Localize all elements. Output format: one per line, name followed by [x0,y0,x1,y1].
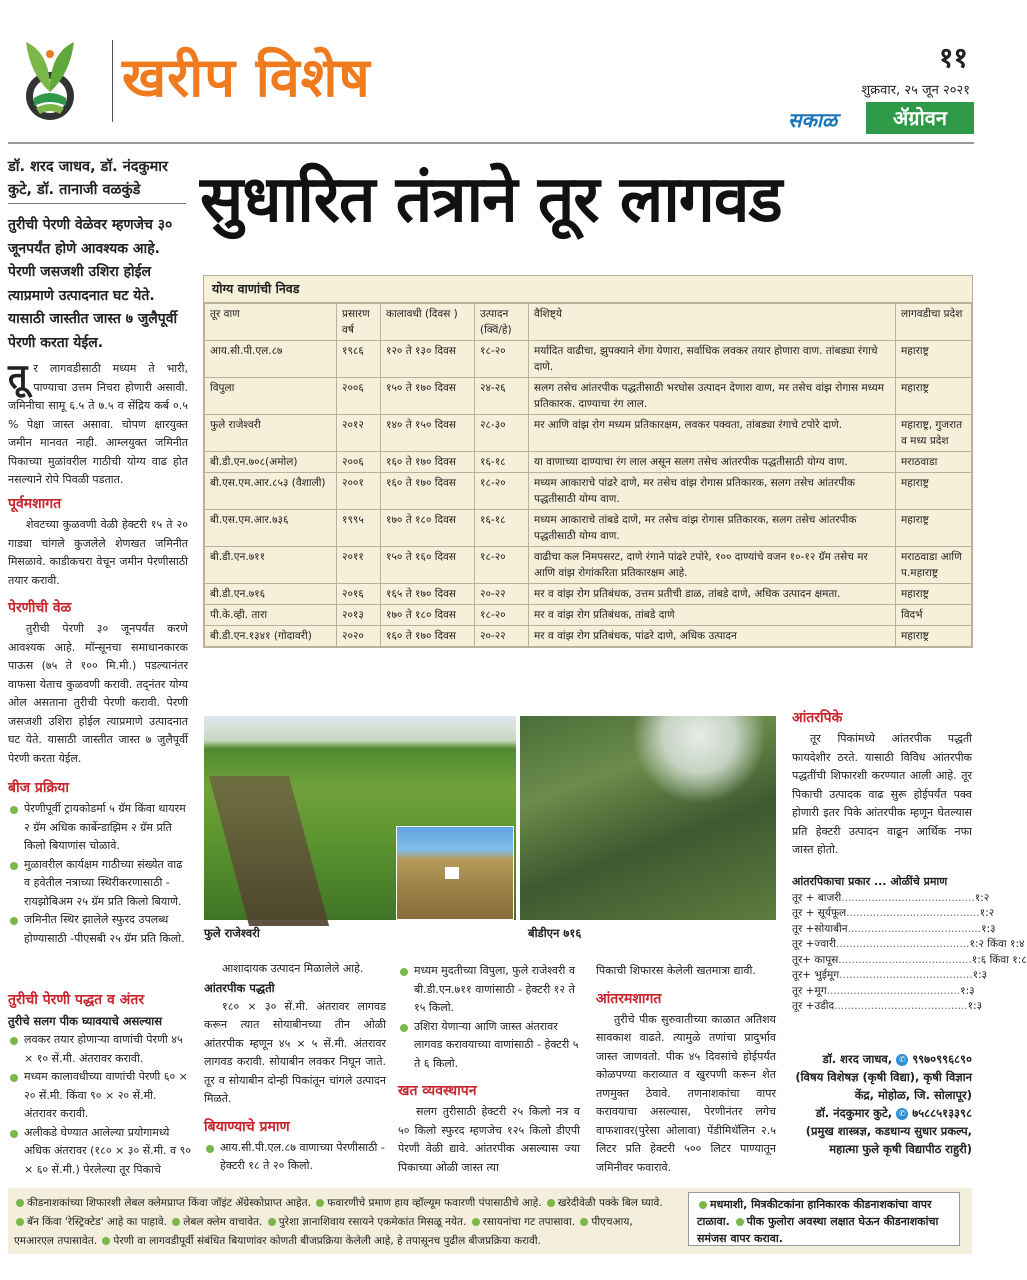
table-cell: वाढीचा कल निमपसरट, दाणे रंगाने पांढरे टपोरे, १०० दाण्यांचे वजन १०-१२ ग्रॅम तसेच मर आणि वांझ रोगांकरिता प्रतिकारक्षम आहे. [529,547,896,584]
photo-inset [396,826,514,920]
bullet-icon [699,1201,707,1209]
table-cell: मराठवाडा आणि प.महाराष्ट्र [896,547,972,584]
section-antarpike [792,708,1027,1015]
crop-combination: तूर +ज्वारी [792,938,836,950]
table-cell: बी.डी.एन.७११ [205,547,337,584]
table-cell: मर व वांझ रोग प्रतिबंधक, तांबडे दाणे [529,605,896,626]
table-cell: मर व वांझ रोग प्रतिबंधक, पांढरे दाणे, अधिक उत्पादन [529,626,896,647]
table-cell: २०-२२ [475,626,529,647]
column-middle-2 [398,962,580,1177]
headline: सुधारित तंत्राने तूर लागवड [200,163,782,237]
lead-text: र लागवडीसाठी मध्यम ते भारी, पाण्याचा उत्तम निचरा होणारी असावी. जमिनीचा सामू ६.५ ते ७.५ व सेंद्रिय कर्ब ०.५ % पेक्षा जास्त असावा. चोपण क्षारयुक्त जमीन मानवत नाही. आम्लयुक्त जमिनीत पिकाच्या मुळांवरील गाठीची योग्य वाढ होत नसल्याने रोपे पिवळी पडतात. [8,362,188,486]
section-text: १८० × ३० सें.मी. अंतरावर लागवड करून त्यात सोयाबीनच्या तीन ओळी आंतरपीक म्हणून ४५ × ५ सें.मी. अंतरावर लागवड करावी. सोयाबीन लवकर निघून जाते. तूर व सोयाबीन दोन्ही पिकांतून चांगले उत्पादन मिळते. [204,999,386,1105]
row-ratio: १:६ किंवा १:८ [971,953,1027,966]
dot-leader: ........................................ [834,1000,968,1012]
tip-item: खरेदीवेळी पक्के बिल घ्यावे. [557,1197,663,1209]
table-cell: १४० ते १५० दिवस [381,415,475,452]
section-heading: पूर्वमशागत [8,496,62,512]
row-ratio: १:२ [974,891,990,904]
table-cell: २०११ [337,547,381,584]
drop-cap: तू [8,357,28,397]
list-item: उशिरा येणाऱ्या आणि जास्त अंतरावर लागवड करावयाच्या वाणांसाठी - हेक्टरी ५ ते ६ किलो. [398,1018,580,1074]
table-cell: १८-२० [475,605,529,626]
table-cell: मध्यम आकाराचे तांबडे दाणे, मर तसेच वांझ रोगास प्रतिकारक, सलग तसेच आंतरपीक पद्धतीसाठी योग्य वाण. [529,510,896,547]
table-row [205,378,972,415]
table-cell: २०२० [337,626,381,647]
table-cell: फुले राजेश्वरी [205,415,337,452]
ratio-row [792,999,983,1015]
table-cell: बी.डी.एन.७१६ [205,584,337,605]
crop-combination: तूर +मूग [792,984,827,997]
list-item: लवकर तयार होणाऱ्या वाणांची पेरणी ४५ × १० सें.मी. अंतरावर करावी. [8,1031,192,1068]
page-number: ११ [938,41,968,74]
crop-combination: तूर+ कापूस [792,953,839,966]
list-item: आय.सी.पी.एल.८७ वाणाच्या पेरणीसाठी - हेक्टरी १८ ते २० किलो. [204,1139,386,1176]
bullet-icon [268,1218,276,1226]
table-cell: या वाणाच्या दाण्याचा रंग लाल असून सलग तसेच आंतरपीक पद्धतीसाठी योग्य वाण. [529,452,896,473]
table-cell: बी.एस.एम.आर.८५३ (वैशाली) [205,473,337,510]
dot-leader: ........................................ [846,907,980,919]
dot-leader: ........................................ [841,891,975,904]
column-header: कालावधी (दिवस ) [381,304,475,341]
section-text: तुरीचे पीक सुरुवातीच्या काळात अतिशय सावकाश वाढते. त्यामुळे तणांचा प्रादुर्भाव जास्त जाणवतो. पीक ४५ दिवसांचे होईपर्यंत कोळपण्या कराव्यात व खुरपणी करून शेत तणमुक्त ठेवावे. तणनाशकांचा वापर करावयाचा असल्यास, पेरणीनंतर लगेच वाफशावर(पुरेसा ओलावा) पेंडीमिथॅलिन २.५ लिटर प्रति हेक्टरी ५०० लिटर पाण्यातून जमिनीवर फवारावे. [596,1012,776,1174]
crop-combination: तूर +उडीद [792,1000,835,1012]
section-subheading: आंतरपीक पद्धती [204,980,275,995]
bullet-icon [102,1237,110,1245]
section-heading: आंतरपिके [792,710,843,726]
table-cell: महाराष्ट्र [896,341,972,378]
header-rule [8,142,974,144]
list-item: मध्यम मुदतीच्या विपुला, फुले राजेश्वरी व बी.डी.एन.७११ वाणांसाठी - हेक्टरी १२ ते १५ किलो. [398,962,580,1018]
section-heading: बियाण्याचे प्रमाण [204,1118,290,1135]
variety-table-grid [204,303,972,647]
table-row [205,584,972,605]
table-cell: महाराष्ट्र [896,510,972,547]
row-ratio: १:३ [972,969,988,981]
agrowon-logo [20,34,80,124]
table-cell: १६० ते १७० दिवस [381,473,475,510]
dot-leader: ........................................ [836,938,970,950]
ratio-row [792,922,996,938]
table-cell: १६-१८ [475,510,529,547]
list-item: अलीकडे घेण्यात आलेल्या प्रयोगामध्ये अधिक अंतरावर (१८० × ३० सें.मी. व ९० × ६० सें.मी.) पेरलेल्या तूर पिकाचे [8,1124,192,1180]
tip-item: पीएचआय, एमआरएल तपासावेत. [14,1216,633,1247]
table-cell: महाराष्ट्र [896,473,972,510]
bullet-icon [547,1199,555,1207]
table-cell: २८-३० [475,415,529,452]
table-cell: बी.डी.एन.७०८(अमोल) [205,452,337,473]
column-header: लागवडीचा प्रदेश [896,304,972,341]
table-cell: १७० ते १८० दिवस [381,605,475,626]
table-row [205,341,972,378]
list-item: मध्यम कालावधीच्या वाणांची पेरणी ६० × २० सें.मी. किंवा ९० × २० सें.मी. अंतरावर करावी. [8,1068,192,1124]
table-cell: महाराष्ट्र [896,378,972,415]
table-cell: २००१ [337,473,381,510]
table-cell: १७० ते १८० दिवस [381,510,475,547]
table-cell: पी.के.व्ही. तारा [205,605,337,626]
row-ratio: १:२ [979,907,995,919]
table-cell: १५० ते १६० दिवस [381,547,475,584]
table-cell: मर्यादित वाढीचा, झुपक्याने शेंगा येणारा, सर्वाधिक लवकर तयार होणारा वाण. तांबड्या रंगाचे दाणे. [529,341,896,378]
photo-bdn-716 [520,716,776,920]
column-header: प्रसारण वर्ष [337,304,381,341]
agrowon-brand: ॲग्रोवन [866,102,974,134]
column-header: तूर वाण [205,304,337,341]
table-row [205,510,972,547]
column-header: वैशिष्ट्ये [529,304,896,341]
contact-2 [790,1104,972,1158]
ratio-row [792,906,995,922]
ratio-row [792,891,990,907]
table-header-row [205,304,972,341]
ratio-row [792,968,988,984]
table-cell: १९८६ [337,341,381,378]
intro-summary: तुरीची पेरणी वेळेवर म्हणजेच ३० जूनपर्यंत होणे आवश्यक आहे. पेरणी जसजशी उशिरा होईल त्याप्रमाणे उत्पादनात घट येते. यासाठी जास्तीत जास्त ७ जुलैपूर्वी पेरणी करता येईल. [8,217,178,351]
warning-item: मधमाशी, मित्रकीटकांना हानिकारक कीडनाशकांचा वापर टाळावा. [697,1198,932,1228]
sakal-logo: सकाळ [788,108,838,132]
section-title: खरीप विशेष [122,46,371,109]
bullet-icon [16,1218,24,1226]
table-cell: १९९५ [337,510,381,547]
table-cell: २४-२६ [475,378,529,415]
table-cell: १८-२० [475,547,529,584]
column-header: उत्पादन (क्विं/हे) [475,304,529,341]
section-beej-prakriya [8,778,188,948]
contact-name: डॉ. शरद जाधव, [822,1052,893,1066]
table-cell: महाराष्ट्र [896,626,972,647]
column-middle-3 [596,962,776,1177]
ratio-list [792,891,1027,1015]
contact-1 [790,1050,972,1104]
ratio-table-header: आंतरपिकाचा प्रकार ... ओळींचे प्रमाण [792,874,948,888]
tip-item: कीडनाशकांच्या शिफारशी लेबल क्लेमप्राप्त किंवा जॉइंट ॲग्रेस्कोप्राप्त आहेत. [27,1197,315,1209]
author-contacts [790,1050,972,1158]
table-cell: विदर्भ [896,605,972,626]
table-cell: महाराष्ट्र, गुजरात व मध्य प्रदेश [896,415,972,452]
tip-item: पेरणी वा लागवडीपूर्वी संबंधित बियाणांवर कोणती बीजप्रक्रिया केलेली आहे, हे तपासूनच पुढील बीजप्रक्रिया करावी. [113,1235,541,1247]
field-label-tag [445,867,459,879]
continued-text: पिकाची शिफारस केलेली खतमात्रा द्यावी. [596,964,756,977]
table-cell: बी.एस.एम.आर.७३६ [205,510,337,547]
table-cell: विपुला [205,378,337,415]
row-ratio: १:२ किंवा १:४ [969,938,1025,950]
table-cell: १६० ते १७० दिवस [381,626,475,647]
list-item: पेरणीपूर्वी ट्रायकोडर्मा ५ ग्रॅम किंवा थायरम २ ग्रॅम अधिक कार्बेन्डाझिम २ ग्रॅम प्रति किलो बियाणांस चोळावे. [8,800,188,856]
warning-item: पीक फुलोरा अवस्था लक्षात घेऊन कीडनाशकांचा समंजस वापर करावा. [697,1215,939,1245]
field-path [209,776,329,926]
contact-phone: ९९७०९९६८९० [912,1052,972,1066]
table-cell: २०१३ [337,605,381,626]
table-cell: २००६ [337,378,381,415]
table-row [205,415,972,452]
table-cell: बी.डी.एन.१३४१ (गोदावरी) [205,626,337,647]
contact-phone: ७५८८५१३३९८ [912,1106,972,1120]
table-cell: १६५ ते १७० दिवस [381,584,475,605]
table-cell: १६-१८ [475,452,529,473]
row-ratio: १:३ [967,1000,983,1012]
section-heading: आंतरमशागत [596,990,662,1007]
crop-combination: तूर +सोयाबीन [792,922,848,935]
table-cell: सलग तसेच आंतरपीक पद्धतीसाठी भरघोस उत्पादन देणारा वाण, मर तसेच वांझ रोगास मध्यम प्रतिकारक. दाण्याचा रंग लाल. [529,378,896,415]
dot-leader: ........................................ [838,953,972,966]
table-cell: मर आणि वांझ रोग मध्यम प्रतिकारक्षम, लवकर पक्वता, तांबड्या रंगाचे टपोरे दाणे. [529,415,896,452]
contact-name: डॉ. नंदकुमार कुटे, [815,1106,893,1120]
pesticide-tips [14,1194,674,1251]
section-purvamashagat [8,494,188,590]
bullet-icon [172,1218,180,1226]
section-subheading: तुरीचे सलग पीक घ्यावयाचे असल्यास [8,1014,162,1028]
contact-role: (विषय विशेषज्ञ (कृषी विद्या), कृषी विज्ञान केंद्र, मोहोळ, जि. सोलापूर) [795,1070,972,1102]
table-title: योग्य वाणांची निवड [204,276,972,303]
crop-combination: तूर + बाजरी [792,891,842,904]
column-middle-1 [204,960,386,1176]
ratio-row [792,984,975,1000]
header-divider [112,40,113,122]
table-row [205,626,972,647]
section-text: तूर पिकांमध्ये आंतरपीक पद्धती फायदेशीर ठरते. यासाठी विविध आंतरपीक पद्धतींची शिफारशी करण्यात आली आहे. तूर पिकाची उत्पादक वाढ सुरू होईपर्यंत पक्व होणारी इतर पिके आंतरपीक म्हणून घेतल्यास प्रति हेक्टरी उत्पादन वाढून आर्थिक नफा जास्त होतो. [792,732,972,856]
section-heading: तुरीची पेरणी पद्धत व अंतर [8,992,145,1008]
continued-text: आशादायक उत्पादन मिळालेले आहे. [222,962,364,975]
publication-date: शुक्रवार, २५ जून २०२१ [861,83,970,98]
list-item: जमिनीत स्थिर झालेले स्फुरद उपलब्ध होण्यासाठी -पीएसबी २५ ग्रॅम प्रति किलो. [8,911,188,948]
tip-item: रसायनांचा गट तपासावा. [482,1216,579,1228]
dot-leader: ........................................ [839,969,973,981]
list-item: मुळावरील कार्यक्षम गाठीच्या संख्येत वाढ व हवेतील नत्राच्या स्थिरीकरणासाठी - रायझोबिअम २५ ग्रॅम प्रति किलो बियाणे. [8,856,188,912]
ratio-row [792,937,1025,953]
section-pernichi-vel [8,598,188,768]
authors-divider [8,203,186,204]
table-cell: १५० ते १७० दिवस [381,378,475,415]
table-cell: मराठवाडा [896,452,972,473]
pesticide-warning-box [688,1192,960,1246]
dot-leader: ........................................ [826,984,961,997]
phone-icon: ✆ [896,1054,908,1066]
tip-item: पुरेशा ज्ञानाशिवाय रसायने एकमेकांत मिसळू नयेत. [278,1216,470,1228]
section-heading: खत व्यवस्थापन [398,1083,477,1099]
dot-leader: ........................................ [847,922,982,935]
section-perni-paddhat [8,990,192,1179]
tip-item: लेबल क्लेम वाचावेत. [183,1216,266,1228]
bullet-icon [16,1199,24,1207]
bullet-icon [472,1218,480,1226]
section-text: शेवटच्या कुळवणी वेळी हेक्टरी १५ ते २० गाड्या चांगले कुजलेले शेणखत जमिनीत मिसळावे. काडीकचरा वेचून जमीन पेरणीसाठी तयार करावी. [8,518,188,587]
section-text: सलग तुरीसाठी हेक्टरी २५ किलो नत्र व ५० किलो स्फुरद म्हणजेच १२५ किलो डीएपी पेरणी वेळी द्यावे. आंतरपीक असल्यास ज्या पिकाच्या ओळी जास्त त्या [398,1105,580,1174]
table-cell: २०१६ [337,584,381,605]
contact-role: (प्रमुख शास्त्रज्ञ, कडधान्य सुधार प्रकल्प, महात्मा फुले कृषी विद्यापीठ राहुरी) [805,1124,972,1156]
bullet-icon [580,1218,588,1226]
table-cell: मध्यम आकाराचे पांढरे दाणे, मर तसेच वांझ रोगास प्रतिकारक, सलग तसेच आंतरपीक पद्धतीसाठी योग्य वाण. [529,473,896,510]
table-cell: आय.सी.पी.एल.८७ [205,341,337,378]
section-text: तुरीची पेरणी ३० जूनपर्यंत करणे आवश्यक आहे. मॉन्सूनचा समाधानकारक पाऊस (७५ ते १०० मि.मी.) पडल्यानंतर वाफसा येताच कुळवणी करावी. तद्नंतर योग्य ओल असताना तुरीची पेरणी करावी. पेरणी जसजशी उशिरा होईल त्याप्रमाणे उत्पादनात घट येते. यासाठी जास्तीत जास्त ७ जुलैपूर्वी पेरणी करता येईल. [8,622,188,765]
photo-caption-left: फुले राजेश्वरी [204,926,260,940]
section-heading: पेरणीची वेळ [8,600,72,616]
table-cell: १२० ते १३० दिवस [381,341,475,378]
crop-combination: तूर+ भुईमूग [792,969,840,981]
table-row [205,547,972,584]
row-ratio: १:३ [960,984,975,997]
bullet-icon [736,1218,744,1226]
bullet-icon [316,1199,324,1207]
table-row [205,605,972,626]
variety-table [203,275,973,648]
row-ratio: १:३ [981,922,996,935]
section-heading: बीज प्रक्रिया [8,780,69,796]
authors: डॉ. शरद जाधव, डॉ. नंदकुमार कुटे, डॉ. तानाजी वळकुंडे [8,159,168,198]
photo-caption-right: बीडीएन ७१६ [528,926,582,940]
table-row [205,473,972,510]
tip-item: बॅन किंवा 'रेस्ट्रिक्टेड' आहे का पाहावे. [27,1216,171,1228]
crop-combination: तूर + सूर्यफूल [792,907,847,919]
table-cell: २०-२२ [475,584,529,605]
ratio-row [792,953,1027,969]
table-cell: २००६ [337,452,381,473]
table-cell: मर व वांझ रोग प्रतिबंधक, उत्तम प्रतीची डाळ, तांबडे दाणे, अधिक उत्पादन क्षमता. [529,584,896,605]
table-cell: १८-२० [475,341,529,378]
table-row [205,452,972,473]
lead-paragraph [8,357,188,490]
table-cell: २०१२ [337,415,381,452]
table-cell: महाराष्ट्र [896,584,972,605]
table-cell: १८-२० [475,473,529,510]
phone-icon: ✆ [896,1108,908,1120]
table-cell: १६० ते १७० दिवस [381,452,475,473]
tip-item: फवारणीचे प्रमाण हाय व्हॉल्यूम फवारणी पंपासाठीचे आहे. [327,1197,545,1209]
